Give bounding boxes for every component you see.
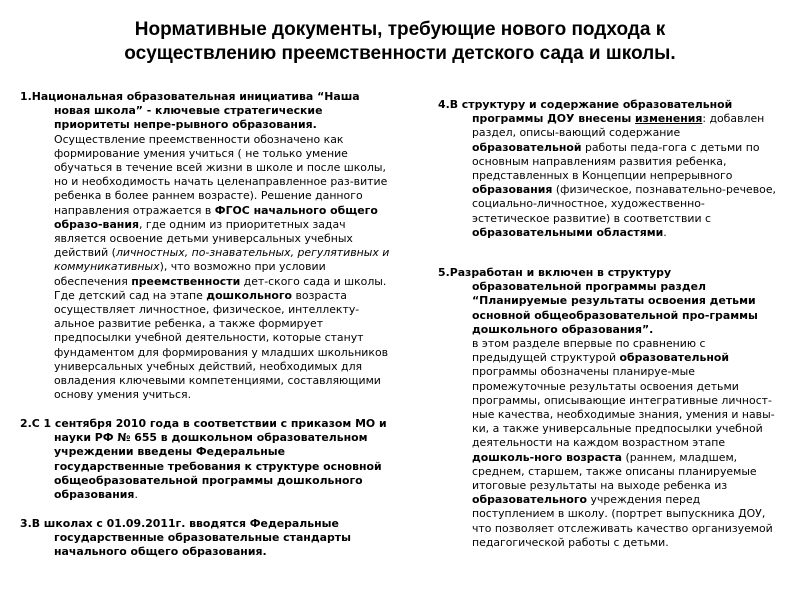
left-column xyxy=(20,90,398,574)
item-1-bold-fgos: ФГОС начального общего образо-вания xyxy=(54,203,378,231)
item-4-bold-lead: 4.В структуру и содержание образовательной программы ДОУ внесены xyxy=(438,98,733,126)
right-column xyxy=(438,98,780,565)
item-1 xyxy=(20,90,398,402)
item-4-text-3: (физическое, познавательно-речевое, социально-личностное, художественно-эстетическое развитие) в соответствии с xyxy=(472,183,776,225)
item-5-bold-educational: образовательной xyxy=(619,351,729,365)
item-5-text-1: в этом разделе впервые по сравнению с предыдущей структурой xyxy=(472,337,706,365)
item-1-text-4: дет-ского сада и школы. Где детский сад на этапе xyxy=(54,274,387,302)
item-4-text-1: : добавлен раздел, описы-вающий содержание xyxy=(472,112,765,140)
item-5-heading: 5.Разработан и включен в структуру образовательной программы раздел “Планируемые результаты освоения детьми основной общеобразовательной про-граммы дошкольного образования”. xyxy=(438,266,758,336)
item-5-bold-preschool-age: дошколь-ного возраста xyxy=(472,450,623,464)
item-5-text-4: учреждения перед поступлением в школу. (портрет выпускника ДОУ, что позволяет отслеживать качество организуемой педагогической работы с детьми. xyxy=(472,493,773,549)
slide-title: Нормативные документы, требующие нового подхода к осуществлению преемственности детского сада и школы. xyxy=(124,19,676,64)
item-5-bold-educational-institution: образовательного xyxy=(472,493,588,507)
item-1-bold-continuity: преемственности xyxy=(131,274,241,288)
item-1-text-3: ), что возможно при условии обеспечения xyxy=(54,260,326,288)
item-5-text-3: (раннем, младшем, среднем, старшем, также описаны планируемые итоговые результаты на выходе ребенка из xyxy=(472,450,757,493)
item-2 xyxy=(20,417,398,502)
item-4 xyxy=(438,98,780,240)
item-4-text-4: . xyxy=(663,225,667,239)
item-2-text: . xyxy=(134,487,138,501)
item-1-body xyxy=(20,133,398,403)
item-1-text-2: , где одним из приоритетных задач является освоение детьми универсальных учебных действий ( xyxy=(54,217,353,260)
item-5 xyxy=(438,266,780,550)
item-1-text-1: Осуществление преемственности обозначено как формирование умения учиться ( не только умение обучаться в течение всей жизни в школе и после школы, но и необходимость начать целенаправленное раз-витие ребенка в более раннем возрасте). Решение данного направления отражается в xyxy=(54,132,388,217)
item-1-italic-uud: личностных, по-знавательных, регулятивных и коммуникативных xyxy=(54,246,390,274)
item-4-bold-underlined-changes: изменения xyxy=(635,112,703,126)
item-3 xyxy=(20,517,398,560)
item-2-bold-text: 2.С 1 сентября 2010 года в соответствии с приказом МО и науки РФ № 655 в дошкольном образовательном учреждении введены Федеральные государственные требования к структуре основной общеобразовательной программы дошкольного образования xyxy=(20,416,387,501)
item-1-heading: 1.Национальная образовательная инициатива “Наша новая школа” - ключевые стратегические приоритеты непре-рывного образования. xyxy=(20,90,360,132)
item-1-text-5: возраста осуществляет личностное, физическое, интеллекту-альное развитие ребенка, а также формирует предпосылки учебной деятельности, которые станут фундаментом для формирования у младших школьников универсальных учебных действий, необходимых для овладения ключевыми компетенциями, составляющими основу умения учиться. xyxy=(54,288,389,402)
item-1-bold-preschool: дошкольного xyxy=(206,288,293,302)
item-4-bold-education: образования xyxy=(472,183,553,197)
item-3-bold-text: 3.В школах с 01.09.2011г. вводятся Федеральные государственные образовательные стандарты начального общего образования. xyxy=(20,516,351,559)
item-5-text-2: программы обозначены планируе-мые промежуточные результаты освоения детьми программы, описывающие интегративные личност-ные качества, необходимые знания, умения и навы-ки, а также универсальные предпосылки учебной деятельности на каждом возрастном этапе xyxy=(472,365,775,450)
item-4-bold-educational: образовательной xyxy=(472,140,582,154)
item-5-body xyxy=(438,337,780,550)
item-4-bold-areas: образовательными областями xyxy=(472,225,664,239)
item-4-text-2: работы педа-гога с детьми по основным направлениям развития ребенка, представленных в Концепции непрерывного xyxy=(472,140,760,183)
